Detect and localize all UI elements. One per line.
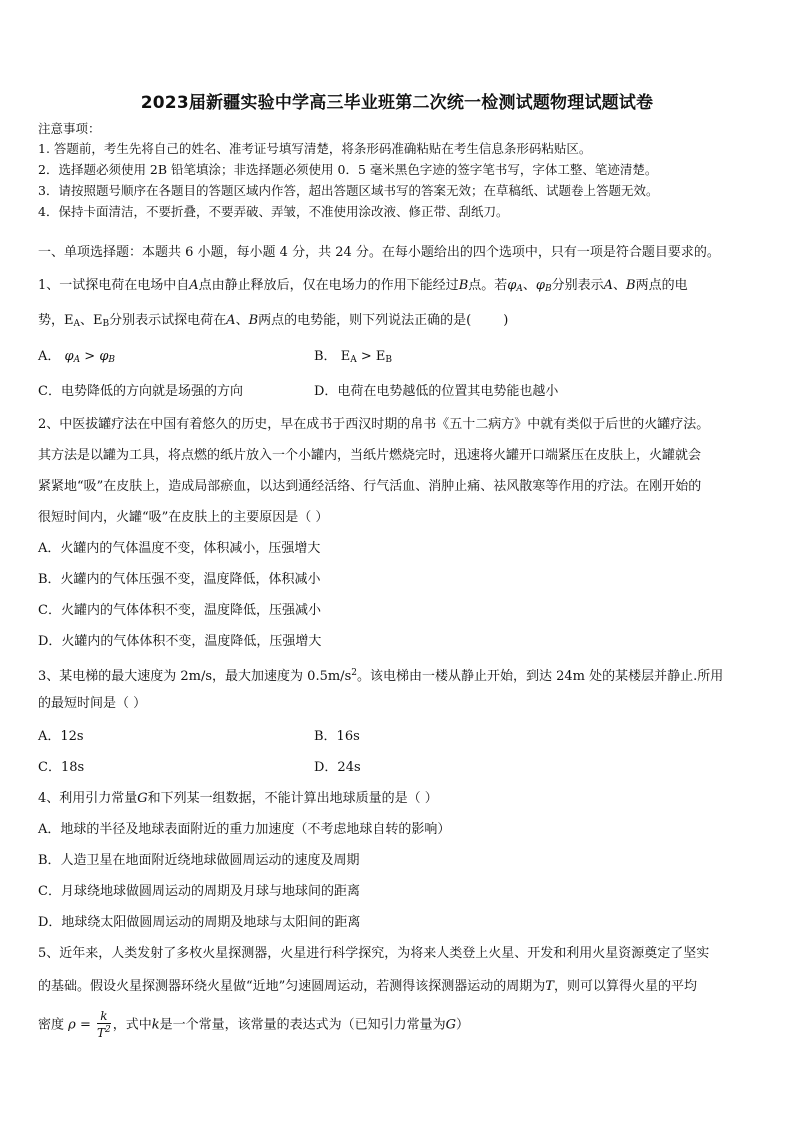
q5-stem-line1: 5、近年来，人类发射了多枚火星探测器，火星进行科学探究，为将来人类登上火星、开发和利用火星资源奠定了坚实 bbox=[38, 946, 710, 961]
q1-option-b: B． $E_A > E_B$ bbox=[314, 349, 392, 365]
q5-stem-line3: 密度 ρ = $\frac{k}{T^2}$ ，式中k是一个常量，该常量的表达式为（已知引力常量为G） bbox=[38, 1009, 470, 1040]
q4-option-d: D．地球绕太阳做圆周运动的周期及地球与太阳间的距离 bbox=[38, 915, 361, 930]
q5-stem-line2: 的基础。假设火星探测器环绕火星做“近地”匀速圆周运动，若测得该探测器运动的周期为T，则可以算得火星的平均 bbox=[38, 979, 697, 994]
q3-option-a: A．12s bbox=[38, 729, 84, 744]
q1-stem-line2: 势，$E_A$、$E_B$分别表示试探电荷在A、B两点的电势能，则下列说法正确的是( ) bbox=[38, 313, 509, 329]
q1-stem-line1: 1、一试探电荷在电场中自A点由静止释放后，仅在电场力的作用下能经过B点。若$\varphi_A$、$\varphi_B$分别表示A、B两点的电 bbox=[38, 278, 688, 294]
q3-option-d: D．24s bbox=[314, 760, 361, 775]
q3-stem-line2: 的最短时间是（ ） bbox=[38, 696, 147, 711]
page-title: 2023届新疆实验中学高三毕业班第二次统一检测试题物理试题试卷 bbox=[140, 93, 654, 113]
q2-option-a: A．火罐内的气体温度不变，体积减小，压强增大 bbox=[38, 541, 321, 556]
q1-option-c: C．电势降低的方向就是场强的方向 bbox=[38, 384, 243, 399]
notice-item-3: 3．请按照题号顺序在各题目的答题区域内作答，超出答题区域书写的答案无效；在草稿纸、试题卷上答题无效。 bbox=[38, 183, 659, 198]
notice-heading: 注意事项： bbox=[38, 121, 101, 136]
q4-option-a: A．地球的半径及地球表面附近的重力加速度（不考虑地球自转的影响） bbox=[38, 822, 451, 837]
q2-option-c: C．火罐内的气体体积不变，温度降低，压强减小 bbox=[38, 603, 321, 618]
q3-stem-line1: 3、某电梯的最大速度为 2m/s，最大加速度为 $0.5m/s^2$。该电梯由一楼从静止开始，到达 24m 处的某楼层并静止.所用 bbox=[38, 668, 724, 684]
q2-stem-line3: 紧紧地“吸”在皮肤上，造成局部瘀血，以达到通经活络、行气活血、消肿止痛、祛风散寒等作用的疗法。在刚开始的 bbox=[38, 479, 702, 494]
q2-stem-line2: 其方法是以罐为工具，将点燃的纸片放入一个小罐内，当纸片燃烧完时，迅速将火罐开口端紧压在皮肤上，火罐就会 bbox=[38, 448, 702, 463]
notice-item-4: 4．保持卡面清洁，不要折叠，不要弄破、弄皱，不准使用涂改液、修正带、刮纸刀。 bbox=[38, 204, 509, 219]
q3-option-c: C．18s bbox=[38, 760, 85, 775]
q2-option-b: B．火罐内的气体压强不变，温度降低，体积减小 bbox=[38, 572, 321, 587]
section-heading: 一、单项选择题：本题共 6 小题，每小题 4 分，共 24 分。在每小题给出的四个选项中，只有一项是符合题目要求的。 bbox=[38, 245, 720, 260]
q1-option-a: A． $\varphi_A > \varphi_B$ bbox=[38, 349, 116, 365]
notice-item-1: 1. 答题前，考生先将自己的姓名、准考证号填写清楚，将条形码准确粘贴在考生信息条形码粘贴区。 bbox=[38, 141, 592, 156]
q4-option-b: B．人造卫星在地面附近绕地球做圆周运动的速度及周期 bbox=[38, 853, 360, 868]
q1-option-d: D．电荷在电势越低的位置其电势能也越小 bbox=[314, 384, 559, 399]
q3-option-b: B．16s bbox=[314, 729, 360, 744]
q4-stem: 4、利用引力常量G和下列某一组数据，不能计算出地球质量的是（ ） bbox=[38, 791, 438, 806]
q2-stem-line4: 很短时间内，火罐“吸”在皮肤上的主要原因是（ ） bbox=[38, 510, 329, 525]
q4-option-c: C．月球绕地球做圆周运动的周期及月球与地球间的距离 bbox=[38, 884, 360, 899]
q2-option-d: D．火罐内的气体体积不变，温度降低，压强增大 bbox=[38, 634, 322, 649]
density-formula-fraction: $\frac{k}{T^2}$ bbox=[96, 1009, 111, 1040]
notice-item-2: 2．选择题必须使用 2B 铅笔填涂；非选择题必须使用 0．5 毫米黑色字迹的签字笔书写，字体工整、笔迹清楚。 bbox=[38, 162, 658, 177]
q2-stem-line1: 2、中医拔罐疗法在中国有着悠久的历史，早在成书于西汉时期的帛书《五十二病方》中就有类似于后世的火罐疗法。 bbox=[38, 417, 710, 432]
